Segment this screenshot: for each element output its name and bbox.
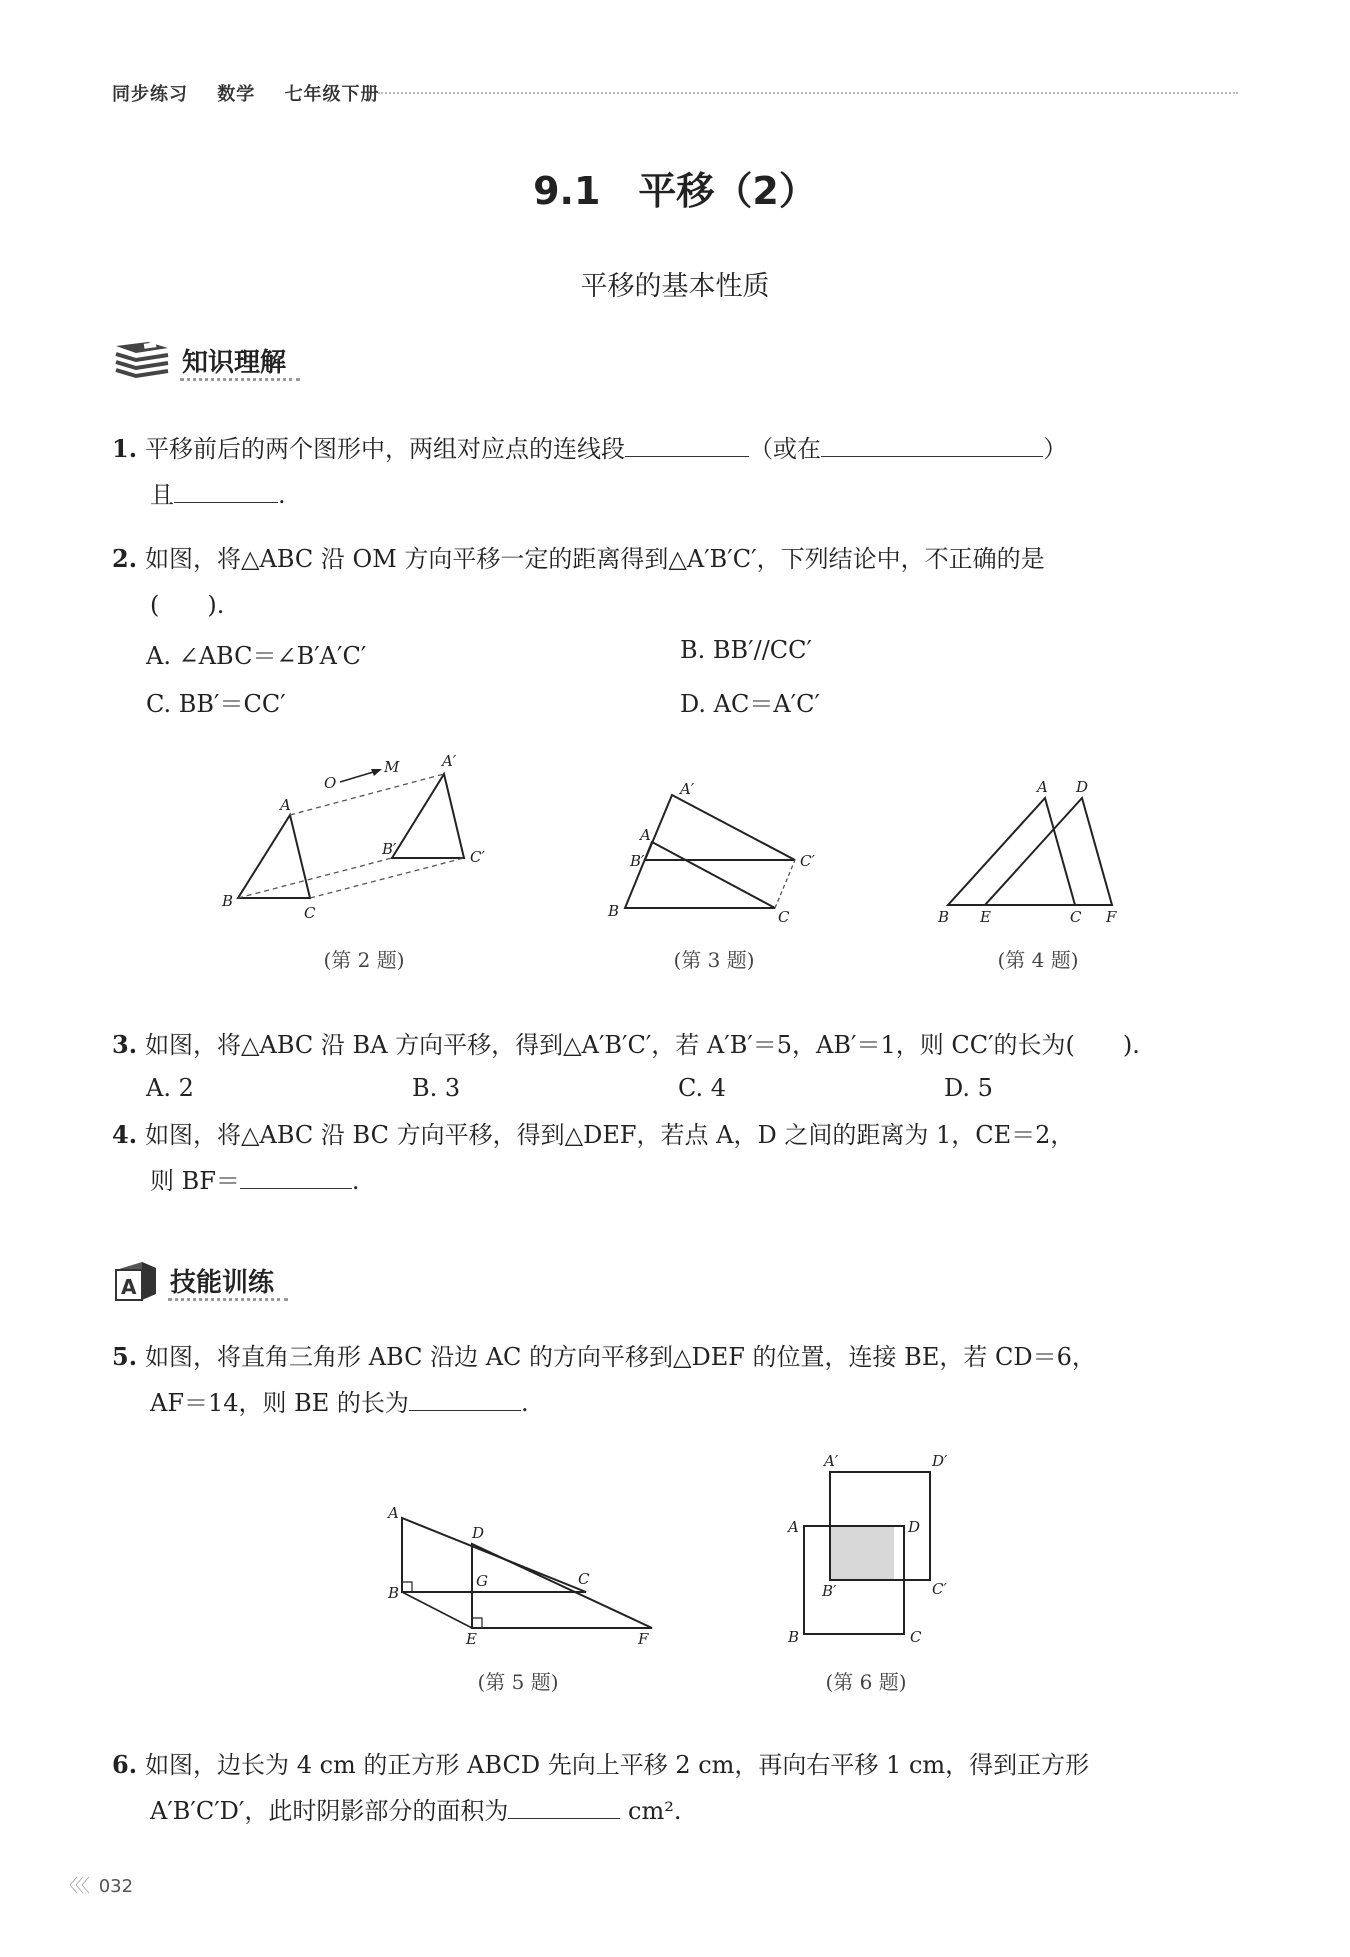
option-a[interactable]: A. ∠ABC＝∠B′A′C′	[146, 642, 367, 670]
label-A1: A′	[824, 1452, 839, 1470]
label-A: A	[1037, 778, 1048, 796]
label-A: A	[640, 826, 651, 844]
label-B: B	[608, 902, 620, 920]
label-B: B	[388, 1584, 400, 1602]
header-grade: 七年级下册	[284, 84, 380, 105]
option-b[interactable]: B. BB′//CC′	[680, 636, 812, 664]
option-a[interactable]: A. 2	[146, 1074, 194, 1102]
label-B: B	[222, 892, 234, 910]
answer-blank[interactable]	[174, 478, 278, 503]
question-5: 5. 如图，将直角三角形 ABC 沿边 AC 的方向平移到△DEF 的位置，连接 BE，若 CD＝6， AF＝14，则 BE 的长为 .	[112, 1342, 1096, 1417]
option-d[interactable]: D. 5	[944, 1074, 993, 1102]
skill-badge-letter: A	[121, 1275, 137, 1299]
question-1: 1. 平移前后的两个图形中，两组对应点的连线段 （或在 ） 且 .	[112, 434, 1068, 509]
header-rule	[378, 92, 1238, 94]
label-D: D	[908, 1518, 921, 1536]
option-c[interactable]: C. BB′＝CC′	[146, 690, 286, 718]
answer-blank[interactable]	[508, 1794, 620, 1819]
label-C1: C′	[800, 852, 815, 870]
label-B1: B′	[630, 852, 645, 870]
figure-6	[776, 1446, 976, 1656]
answer-blank[interactable]	[821, 432, 1043, 457]
caption-fig6: (第 6 题)	[825, 1670, 907, 1694]
section-knowledge-title: 知识理解	[182, 348, 287, 378]
label-D: D	[472, 1524, 485, 1542]
label-A: A	[280, 796, 291, 814]
running-header	[112, 80, 402, 106]
figure-5	[380, 1492, 660, 1662]
label-C: C	[1070, 908, 1082, 926]
figure-3	[600, 770, 840, 930]
label-B: B	[938, 908, 950, 926]
skill-cube-icon	[112, 1258, 160, 1308]
label-D: D	[1076, 778, 1089, 796]
label-C1: C′	[470, 848, 485, 866]
figure-4	[930, 770, 1140, 930]
section-underline	[168, 1298, 288, 1301]
caption-fig3: (第 3 题)	[673, 948, 755, 972]
label-C: C	[778, 908, 790, 926]
section-underline	[180, 378, 300, 381]
question-4: 4. 如图，将△ABC 沿 BC 方向平移，得到△DEF，若点 A，D 之间的距离为 1，CE＝2， 则 BF＝ .	[112, 1120, 1075, 1195]
label-C: C	[304, 904, 316, 922]
caption-fig2: (第 2 题)	[323, 948, 405, 972]
label-C: C	[910, 1628, 922, 1646]
books-icon	[112, 338, 172, 384]
label-G: G	[476, 1572, 488, 1590]
label-B1: B′	[382, 840, 397, 858]
label-D1: D′	[932, 1452, 948, 1470]
question-6: 6. 如图，边长为 4 cm 的正方形 ABCD 先向上平移 2 cm，再向右平移 1 cm，得到正方形 A′B′C′D′，此时阴影部分的面积为 cm².	[112, 1750, 1090, 1825]
label-A: A	[388, 1504, 399, 1522]
header-series: 同步练习	[112, 84, 188, 105]
label-A: A	[788, 1518, 799, 1536]
label-B: B	[788, 1628, 800, 1646]
page-arrows: 〈〈〈	[60, 1876, 87, 1897]
label-C: C	[578, 1570, 590, 1588]
page-subtitle: 平移的基本性质	[580, 271, 770, 302]
label-O: O	[324, 774, 337, 792]
label-E: E	[466, 1630, 477, 1648]
figure-2	[210, 740, 510, 930]
option-d[interactable]: D. AC＝A′C′	[680, 690, 820, 718]
label-A1: A′	[442, 752, 457, 770]
label-F: F	[1106, 908, 1117, 926]
label-A1: A′	[680, 780, 695, 798]
page-number: 〈〈〈 032	[60, 1876, 134, 1897]
caption-fig4: (第 4 题)	[997, 948, 1079, 972]
answer-blank[interactable]	[409, 1386, 521, 1411]
label-F: F	[638, 1630, 649, 1648]
section-skills-title: 技能训练	[170, 1268, 275, 1298]
label-M: M	[384, 758, 400, 776]
question-3: 3. 如图，将△ABC 沿 BA 方向平移，得到△A′B′C′，若 A′B′＝5，AB′＝1，则 CC′的长为( ).	[112, 1030, 1140, 1059]
option-c[interactable]: C. 4	[678, 1074, 727, 1102]
page-title: 9.1 平移（2）	[533, 169, 817, 213]
label-C1: C′	[932, 1580, 947, 1598]
header-subject: 数学	[217, 84, 256, 105]
label-E: E	[980, 908, 991, 926]
answer-blank[interactable]	[625, 432, 749, 457]
answer-blank[interactable]	[240, 1164, 352, 1189]
option-b[interactable]: B. 3	[412, 1074, 461, 1102]
label-B1: B′	[822, 1582, 837, 1600]
caption-fig5: (第 5 题)	[477, 1670, 559, 1694]
question-2: 2. 如图，将△ABC 沿 OM 方向平移一定的距离得到△A′B′C′，下列结论中，不正确的是 ( ).	[112, 544, 1045, 619]
